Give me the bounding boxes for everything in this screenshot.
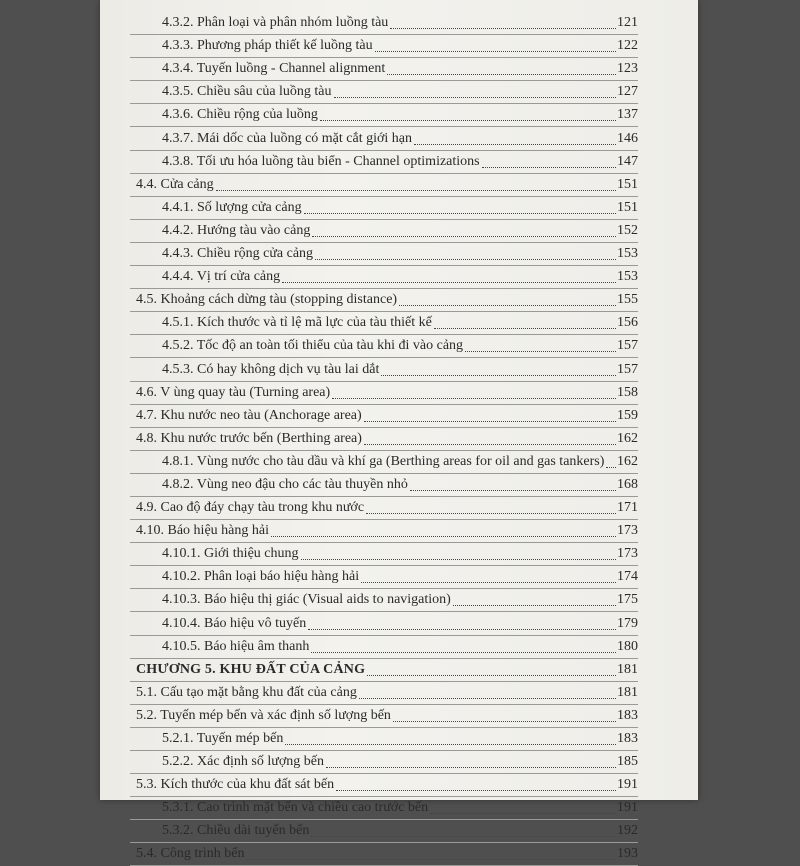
- dot-leader: [282, 282, 616, 283]
- dot-leader: [271, 536, 616, 537]
- toc-entry-title: 4.8.2. Vùng neo đậu cho các tàu thuyền nhỏ: [162, 476, 408, 492]
- toc-entry-page: 181: [617, 684, 638, 700]
- toc-entry-page: 152: [617, 222, 638, 238]
- toc-entry-title: 4.8. Khu nước trước bến (Berthing area): [136, 430, 362, 446]
- dot-leader: [381, 375, 616, 376]
- book-page: [100, 0, 698, 862]
- dot-leader: [453, 605, 616, 606]
- toc-entry: [100, 497, 698, 520]
- dot-leader: [375, 51, 616, 52]
- toc-entry-title: 5.2. Tuyến mép bến và xác định số lượng bến: [136, 707, 391, 723]
- dot-leader: [430, 813, 616, 814]
- toc-entry-page: 183: [617, 731, 638, 746]
- toc-entry-title: 4.4.3. Chiều rộng cửa cảng: [162, 246, 314, 262]
- toc-entry-page: 159: [617, 407, 638, 423]
- table-of-contents: [100, 12, 698, 866]
- dot-leader: [393, 721, 616, 722]
- dot-leader: [359, 698, 616, 699]
- toc-entry-page: 180: [617, 638, 638, 654]
- toc-entry: [100, 289, 698, 312]
- toc-entry-page: 153: [617, 246, 638, 262]
- toc-entry: [100, 151, 698, 174]
- toc-entry-title: 4.9. Cao độ đáy chạy tàu trong khu nước: [136, 500, 365, 516]
- toc-entry-title: 4.10.5. Báo hiệu âm thanh: [162, 638, 310, 654]
- dot-leader: [312, 236, 616, 237]
- toc-entry: [100, 127, 698, 150]
- toc-entry-title: 4.5.1. Kích thước và tỉ lệ mã lực của tàu thiết kế: [162, 315, 432, 331]
- dot-leader: [606, 467, 616, 468]
- toc-entry-page: 158: [617, 384, 638, 400]
- toc-entry-title: 4.10. Báo hiệu hàng hải: [136, 523, 269, 539]
- dot-leader: [336, 790, 616, 791]
- dot-leader: [465, 351, 616, 352]
- toc-entry-page: 183: [617, 707, 638, 723]
- toc-entry-page: 185: [617, 754, 638, 770]
- toc-entry-page: 162: [617, 453, 638, 469]
- toc-entry-title: 4.10.1. Giới thiệu chung: [162, 546, 299, 562]
- toc-entry-title: 4.10.3. Báo hiệu thị giác (Visual aids to navigation): [162, 592, 451, 608]
- toc-entry: [100, 382, 698, 405]
- toc-entry: [100, 81, 698, 104]
- toc-entry-title: 4.3.2. Phân loại và phân nhóm luồng tàu: [162, 15, 389, 31]
- toc-entry: [100, 174, 698, 197]
- toc-entry-page: 179: [617, 615, 638, 631]
- toc-entry-title: 4.3.5. Chiều sâu của luồng tàu: [162, 84, 332, 100]
- toc-entry: [100, 220, 698, 243]
- toc-entry: [100, 312, 698, 335]
- toc-entry-title: 5.3.1. Cao trình mặt bến và chiều cao trước bến: [162, 800, 429, 816]
- toc-entry-page: 123: [617, 61, 638, 77]
- toc-entry-page: 173: [617, 523, 638, 539]
- toc-entry-page: 156: [617, 315, 638, 331]
- toc-entry-title: 4.3.7. Mái dốc của luồng có mặt cắt giới hạn: [162, 130, 413, 146]
- toc-entry-page: 151: [617, 176, 638, 192]
- dot-leader: [334, 97, 616, 98]
- toc-entry-page: 181: [617, 661, 638, 677]
- toc-entry-title: 5.1. Cấu tạo mặt bằng khu đất của cảng: [136, 684, 357, 700]
- dot-leader: [361, 582, 616, 583]
- toc-entry: [100, 843, 698, 866]
- toc-entry-page: 171: [617, 500, 638, 516]
- toc-entry-title: 4.3.6. Chiều rộng của luồng: [162, 107, 318, 123]
- toc-entry-title: 4.3.3. Phương pháp thiết kế luồng tàu: [162, 38, 373, 54]
- toc-entry: [100, 428, 698, 451]
- toc-entry: [100, 104, 698, 127]
- toc-entry: [100, 358, 698, 381]
- dot-leader: [387, 74, 616, 75]
- dot-leader: [434, 328, 616, 329]
- toc-entry-title: 5.4. Công trình bến: [136, 846, 245, 862]
- dot-leader: [366, 513, 616, 514]
- dot-leader: [308, 629, 616, 630]
- toc-entry-title: 4.4.4. Vị trí cửa cảng: [162, 269, 281, 285]
- toc-entry: [100, 474, 698, 497]
- dot-leader: [320, 120, 616, 121]
- toc-entry: [100, 797, 698, 820]
- toc-entry: [100, 566, 698, 589]
- toc-entry-title: 4.4. Cửa cảng: [136, 176, 214, 192]
- dot-leader: [414, 144, 616, 145]
- dot-leader: [301, 559, 616, 560]
- toc-entry-title: CHƯƠNG 5. KHU ĐẤT CỦA CẢNG: [136, 661, 366, 677]
- toc-entry: [100, 589, 698, 612]
- toc-entry-page: 162: [617, 430, 638, 446]
- toc-entry-title: 5.3.2. Chiều dài tuyến bến: [162, 823, 310, 839]
- toc-entry-page: 157: [617, 338, 638, 354]
- toc-entry-page: 127: [617, 84, 638, 100]
- toc-entry-title: 4.6. V ùng quay tàu (Turning area): [136, 384, 331, 400]
- toc-entry: [100, 751, 698, 774]
- dot-leader: [285, 744, 616, 745]
- toc-entry-title: 4.7. Khu nước neo tàu (Anchorage area): [136, 407, 362, 423]
- dot-leader: [364, 421, 616, 422]
- dot-leader: [247, 859, 616, 860]
- toc-entry: [100, 12, 698, 35]
- dot-leader: [304, 213, 616, 214]
- toc-entry-title: 5.3. Kích thước của khu đất sát bến: [136, 777, 335, 793]
- toc-entry-title: 4.5.3. Có hay không dịch vụ tàu lai dắt: [162, 361, 380, 377]
- toc-entry-page: 191: [617, 777, 638, 793]
- toc-entry-title: 4.5.2. Tốc độ an toàn tối thiểu của tàu khi đi vào cảng: [162, 338, 464, 354]
- toc-entry-page: 137: [617, 107, 638, 123]
- toc-entry: [100, 197, 698, 220]
- toc-entry-page: 121: [617, 15, 638, 31]
- toc-entry: [100, 543, 698, 566]
- toc-entry-title: 4.3.4. Tuyến luồng - Channel alignment: [162, 61, 386, 77]
- dot-leader: [311, 652, 616, 653]
- toc-chapter-entry: [100, 659, 698, 682]
- toc-entry-title: 4.5. Khoảng cách dừng tàu (stopping distance): [136, 292, 398, 308]
- toc-entry: [100, 405, 698, 428]
- toc-entry: [100, 451, 698, 474]
- toc-entry: [100, 520, 698, 543]
- toc-entry-page: 157: [617, 361, 638, 377]
- toc-entry-page: 168: [617, 476, 638, 492]
- toc-entry-title: 4.10.4. Báo hiệu vô tuyến: [162, 615, 307, 631]
- toc-entry: [100, 612, 698, 635]
- toc-entry-page: 193: [617, 846, 638, 862]
- toc-entry-title: 4.3.8. Tối ưu hóa luồng tàu biển - Channel optimizations: [162, 153, 480, 169]
- toc-entry-page: 153: [617, 269, 638, 285]
- dot-leader: [482, 167, 616, 168]
- toc-entry-title: 5.2.1. Tuyến mép bến: [162, 731, 284, 746]
- toc-entry-page: 175: [617, 592, 638, 608]
- toc-entry: [100, 820, 698, 843]
- dot-leader: [332, 398, 616, 399]
- toc-entry: [100, 335, 698, 358]
- toc-entry-title: 5.2.2. Xác định số lượng bến: [162, 754, 324, 770]
- toc-entry: [100, 774, 698, 797]
- toc-entry: [100, 35, 698, 58]
- toc-entry: [100, 705, 698, 728]
- toc-entry: [100, 682, 698, 705]
- toc-entry-page: 151: [617, 199, 638, 215]
- dot-leader: [364, 444, 616, 445]
- toc-entry-page: 192: [617, 823, 638, 839]
- toc-entry: [100, 243, 698, 266]
- toc-entry: [100, 266, 698, 289]
- toc-entry-page: 174: [617, 569, 638, 585]
- toc-entry-page: 155: [617, 292, 638, 308]
- dot-leader: [410, 490, 616, 491]
- dot-leader: [367, 675, 616, 676]
- toc-entry: [100, 636, 698, 659]
- toc-entry-title: 4.4.2. Hướng tàu vào cảng: [162, 222, 311, 238]
- toc-entry-page: 191: [617, 800, 638, 816]
- dot-leader: [399, 305, 616, 306]
- dot-leader: [216, 190, 616, 191]
- toc-entry-page: 173: [617, 546, 638, 562]
- dot-leader: [311, 836, 616, 837]
- toc-entry-page: 146: [617, 130, 638, 146]
- dot-leader: [326, 767, 616, 768]
- toc-entry-page: 147: [617, 153, 638, 169]
- toc-entry: [100, 728, 698, 751]
- toc-entry-title: 4.4.1. Số lượng cửa cảng: [162, 199, 302, 215]
- dot-leader: [390, 28, 616, 29]
- toc-entry-title: 4.10.2. Phân loại báo hiệu hàng hải: [162, 569, 360, 585]
- toc-entry-title: 4.8.1. Vùng nước cho tàu dầu và khí ga (Berthing areas for oil and gas tankers): [162, 453, 605, 469]
- toc-entry: [100, 58, 698, 81]
- dot-leader: [315, 259, 616, 260]
- toc-entry-page: 122: [617, 38, 638, 54]
